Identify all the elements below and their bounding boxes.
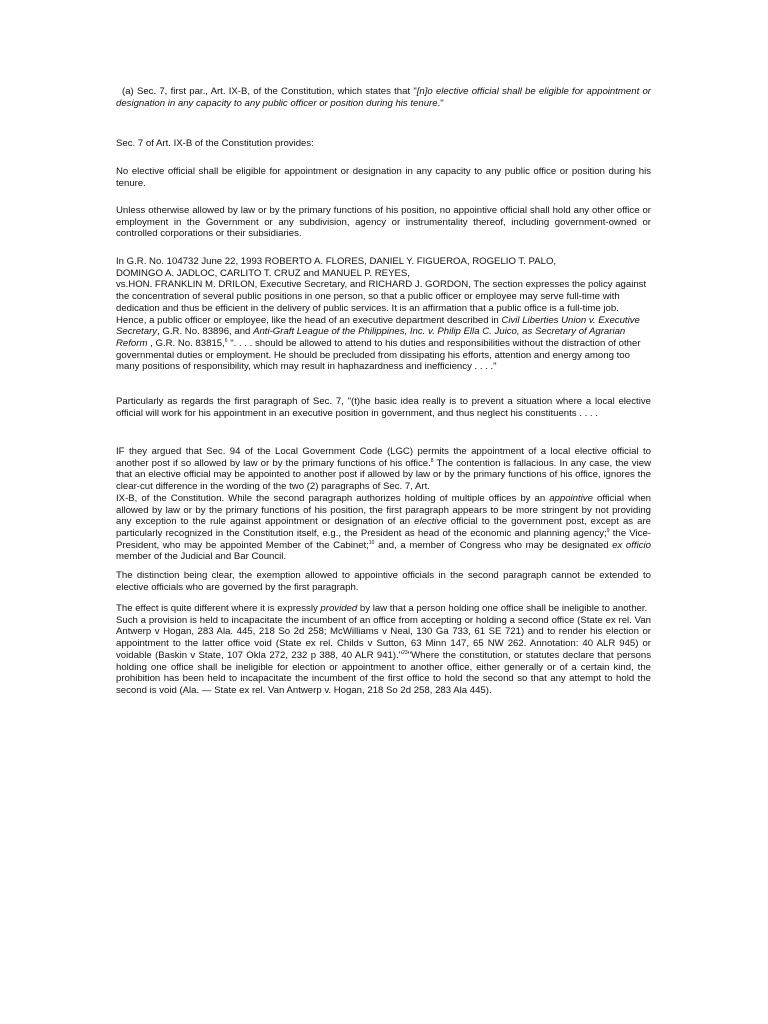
footnote-marker: 9 — [606, 527, 610, 534]
paragraph-article-reference — [116, 86, 651, 109]
text-run: by law that a person holding one office shall be ineligible to another. — [357, 603, 648, 614]
paragraph-distinction: The distinction being clear, the exemption allowed to appointive officials in the second paragraph cannot be extended to elective officials who are governed by the first paragraph. — [116, 570, 651, 593]
paragraph-sec7-second: Unless otherwise allowed by law or by the primary functions of his position, no appointive official shall hold any other office or employment in the Government or any subdivision, agency or instrumentality thereof, including government-owned or controlled corporations or their subsidiaries. — [116, 205, 651, 240]
footnote-marker: 10 — [368, 539, 375, 546]
emphasis: ex officio — [612, 539, 651, 551]
footnote-marker: 8 — [430, 457, 434, 464]
footnote-marker: 23 — [402, 649, 408, 656]
text-run: "Where the constitution, or statutes declare that persons holding one office shall be ineligible for election or appointment to another office, either generally or of a certain kind, the prohibition has been held to incapacitate the incumbent of the first office to hold the second so that any attempt to hold the second is void (Ala. — State ex rel. Van Antwerp v. Hogan, 218 So 2d 258, 283 Ala 445). — [116, 649, 651, 696]
text-run: The contention is fallacious. In any case, the view that an elective official may be appointed to another post if allowed by law or by the primary functions of his office, ignores the clear-cut difference in the wording of the two (2) paragraphs of Sec. 7, Art. — [116, 457, 652, 493]
text-run: official to the government post, except as are particularly recognized in the Constitution itself, e.g., the President as head of the economic and planning agency; — [116, 516, 651, 539]
text-run: ". . . . should be allowed to attend to his duties and responsibilities without the distraction of other governmental duties or employment. He should be precluded from dissipating his efforts, attention and energy among too many positions of responsibility, which may result in haphazardness and inefficiency . . . ." — [116, 337, 641, 373]
text-run: , G.R. No. 83896, and — [157, 326, 254, 338]
text-run: vs.HON. FRANKLIN M. DRILON, Executive Secretary, and RICHARD J. GORDON, The section expresses the policy against the concentration of several public positions in one person, so that a public officer or employee may serve full-time with dedication and thus be efficient in the delivery of public services. It is an affirmation that a public office is a full-time job. Hence, a public officer or employee, like the head of an executive department described in — [116, 279, 647, 326]
paragraph-sec7-intro: Sec. 7 of Art. IX-B of the Constitution provides: — [116, 138, 314, 149]
case-citation: Anti-Graft League of the Philippines, Inc. v. Philip Ella C. Juico, as Secretary of Agrarian Reform — [116, 326, 626, 349]
paragraph-sec7-first: No elective official shall be eligible for appointment or designation in any capacity to any public office or position during his tenure. — [116, 166, 651, 189]
text-run: (a) Sec. 7, first par., Art. IX-B, of the Constitution, which states that " — [122, 86, 417, 97]
text-run: and, a member of Congress who may be designated — [374, 539, 613, 551]
text-run: The effect is quite different where it is expressly — [116, 603, 321, 614]
paragraph-lgc-argument — [116, 446, 651, 563]
text-run: ." — [437, 97, 444, 109]
text-run: the Vice-President, who may be appointed Member of the Cabinet; — [116, 527, 651, 551]
footnote-marker: 6 — [224, 337, 228, 344]
text-run: Such a provision is held to incapacitate the incumbent of an office from accepting or holding a second office (State ex rel. Van Antwerp v Hogan, 283 Ala. 445, 218 So 2d 258; McWilliams v Neal, 130 Ga 733, 61 SE 721) and to render his election or appointment to the latter office void (State ex rel. Childs v Sutton, 63 Minn 147, 65 NW 262. Annotation: 40 ALR 945) or voidable (Baskin v State, 107 Okla 272, 232 p 388, 40 ALR 941)." — [116, 614, 651, 661]
emphasis: provided — [320, 603, 358, 614]
paragraph-first-paragraph-purpose: Particularly as regards the first paragraph of Sec. 7, "(t)he basic idea really is to prevent a situation where a local elective official will work for his appointment in an executive position in government, and thus neglect his constituents . . . . — [116, 396, 651, 419]
text-run: IX-B, of the Constitution. While the second paragraph authorizes holding of multiple offices by an — [116, 492, 550, 504]
paragraph-flores-case — [116, 256, 651, 373]
text-run: IF they argued that Sec. 94 of the Local Government Code (LGC) permits the appointment of a local elective official to another post if so allowed by law or by the primary functions of his office. — [116, 446, 651, 469]
case-citation: Civil Liberties Union v. Executive Secretary — [116, 314, 640, 338]
text-run: member of the Judicial and Bar Council. — [116, 551, 287, 563]
case-title-line: In G.R. No. 104732 June 22, 1993 ROBERTO A. FLORES, DANIEL Y. FIGUEROA, ROGELIO T. PALO, — [116, 256, 557, 267]
quoted-provision: [n]o elective official shall be eligible for appointment or designation in any capacity to any public officer or position during his tenure — [116, 86, 651, 109]
emphasis: elective — [414, 516, 447, 528]
emphasis: appointive — [549, 492, 593, 504]
text-run: , G.R. No. 83815, — [147, 337, 225, 349]
paragraph-ineligibility-effect — [116, 603, 651, 697]
case-title-line: DOMINGO A. JADLOC, CARLITO T. CRUZ and MANUEL P. REYES, — [116, 267, 410, 279]
text-run: official when allowed by law or by the primary functions of his position, the first paragraph appears to be more stringent by not providing any exception to the rule against appointment or designation of an — [116, 492, 651, 528]
